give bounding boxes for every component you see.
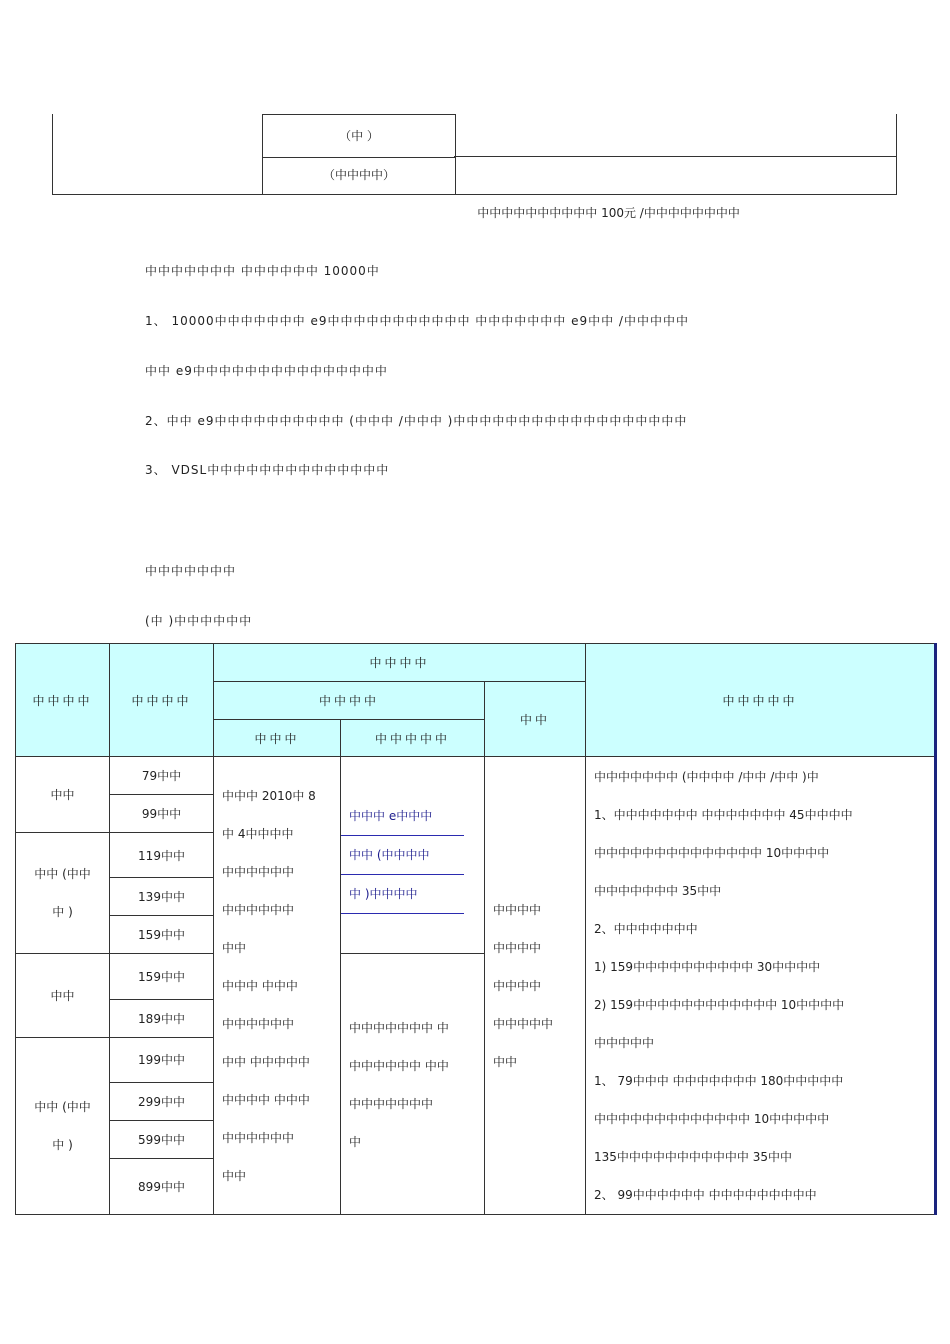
policy-line: 中中中 2010中 8 xyxy=(222,789,316,803)
terms-lower-cell xyxy=(341,954,485,1215)
policy-line: 中 4中中中中 xyxy=(222,827,294,841)
notes-line: 中中 xyxy=(493,1054,518,1069)
section-heading: 中中中中中中中 xyxy=(145,564,237,578)
price-cell: 599中中 xyxy=(110,1121,214,1159)
policy-line: 中中 xyxy=(222,941,247,955)
price-cell: 119中中 xyxy=(110,833,214,878)
policy-cell xyxy=(214,757,341,1215)
notes-line: 中中中中 xyxy=(493,978,542,993)
benefit-line: 1) 159中中中中中中中中中中 30中中中中 xyxy=(594,960,821,974)
header-sub-a: 中中中 xyxy=(214,720,341,757)
terms-link-cell[interactable] xyxy=(341,757,485,954)
price-cell: 899中中 xyxy=(110,1159,214,1215)
terms-line: 中 xyxy=(349,1135,362,1150)
benefit-line: 1、中中中中中中中 中中中中中中中 45中中中中 xyxy=(594,808,853,822)
text-line-4: 2、中中 e9中中中中中中中中中中 (中中中 /中中中 )中中中中中中中中中中中中中中中中中中 xyxy=(145,414,688,428)
benefit-line: 中中中中中 xyxy=(594,1036,655,1050)
price-cell: 79中中 xyxy=(110,757,214,795)
top-table-mid-cell-1 xyxy=(262,114,456,158)
policy-line: 中中中中 中中中 xyxy=(222,1093,310,1107)
price-cell: 199中中 xyxy=(110,1037,214,1082)
policy-line: 中中中 中中中 xyxy=(222,979,298,993)
category-cell: 中中 xyxy=(16,757,110,833)
price-cell: 299中中 xyxy=(110,1083,214,1121)
terms-line: 中中中中中中中 xyxy=(349,1097,434,1112)
policy-line: 中中中中中中 xyxy=(222,903,295,917)
notes-line: 中中中中中 xyxy=(493,1016,554,1031)
header-col6: 中中中中中 xyxy=(586,644,936,757)
top-table-row2-right-text: 中中中中中中中中中中 100元 /中中中中中中中中 xyxy=(477,206,740,220)
notes-cell xyxy=(485,757,586,1215)
policy-line: 中中中中中中 xyxy=(222,1017,295,1031)
header-col5: 中中 xyxy=(485,682,586,757)
header-col1: 中中中中 xyxy=(16,644,110,757)
benefit-line: 中中中中中中中中中中中中中中 10中中中中 xyxy=(594,846,830,860)
terms-line: 中中中中中中 中中 xyxy=(349,1059,449,1074)
benefits-cell xyxy=(586,757,936,1215)
text-line-3: 中中 e9中中中中中中中中中中中中中中中 xyxy=(145,364,388,378)
top-table-row1-mid-text: （中 ） xyxy=(339,129,379,143)
benefit-line: 中中中中中中中 35中中 xyxy=(594,884,722,898)
text-line-1: 中中中中中中中 中中中中中中 10000中 xyxy=(145,264,380,278)
policy-line: 中中 xyxy=(222,1169,247,1183)
policy-line: 中中中中中中 xyxy=(222,865,295,879)
top-table-row2-mid-text: （中中中中） xyxy=(322,168,395,182)
notes-line: 中中中中 xyxy=(493,940,542,955)
terms-line: 中中中中中中中 中 xyxy=(349,1021,449,1036)
top-table-right-border xyxy=(896,114,897,195)
benefit-line: 1、 79中中中 中中中中中中中 180中中中中中 xyxy=(594,1074,844,1088)
header-sub-b: 中中中中中 xyxy=(341,720,485,757)
benefit-line: 2、 99中中中中中中 中中中中中中中中中 xyxy=(594,1188,817,1202)
main-table xyxy=(15,643,937,1215)
top-table-mid-cell-2 xyxy=(262,156,456,195)
subsection-heading: (中 )中中中中中中 xyxy=(145,614,253,628)
category-cell: 中中 (中中 中 ) xyxy=(16,1037,110,1214)
price-cell: 159中中 xyxy=(110,954,214,999)
policy-line: 中中中中中中 xyxy=(222,1131,295,1145)
benefit-line: 中中中中中中中 (中中中中 /中中 /中中 )中 xyxy=(594,770,819,784)
terms-link-line[interactable]: 中中中 e中中中 xyxy=(341,797,464,836)
top-table-row2-right xyxy=(462,156,892,220)
price-cell: 159中中 xyxy=(110,916,214,954)
notes-line: 中中中中 xyxy=(493,902,542,917)
text-line-5: 3、 VDSL中中中中中中中中中中中中中中 xyxy=(145,463,390,477)
category-cell: 中中 xyxy=(16,954,110,1037)
header-subgroup: 中中中中 xyxy=(214,682,485,720)
price-cell: 189中中 xyxy=(110,999,214,1037)
price-cell: 139中中 xyxy=(110,878,214,916)
text-line-2: 1、 10000中中中中中中中 e9中中中中中中中中中中中 中中中中中中中 e9中中 /中中中中中 xyxy=(145,314,689,328)
benefit-line: 中中中中中中中中中中中中中 10中中中中中 xyxy=(594,1112,830,1126)
terms-link-line[interactable]: 中 )中中中中 xyxy=(341,875,464,914)
header-col2: 中中中中 xyxy=(110,644,214,757)
header-group: 中中中中 xyxy=(214,644,586,682)
policy-line: 中中 中中中中中 xyxy=(222,1055,310,1069)
top-table xyxy=(52,114,898,220)
benefit-line: 2、中中中中中中中 xyxy=(594,922,698,936)
benefit-line: 135中中中中中中中中中中中 35中中 xyxy=(594,1150,793,1164)
terms-link-line[interactable]: 中中 (中中中中 xyxy=(341,836,464,875)
benefit-line: 2) 159中中中中中中中中中中中中 10中中中中 xyxy=(594,998,845,1012)
category-cell: 中中 (中中 中 ) xyxy=(16,833,110,954)
price-cell: 99中中 xyxy=(110,795,214,833)
top-table-left-border xyxy=(52,114,53,195)
